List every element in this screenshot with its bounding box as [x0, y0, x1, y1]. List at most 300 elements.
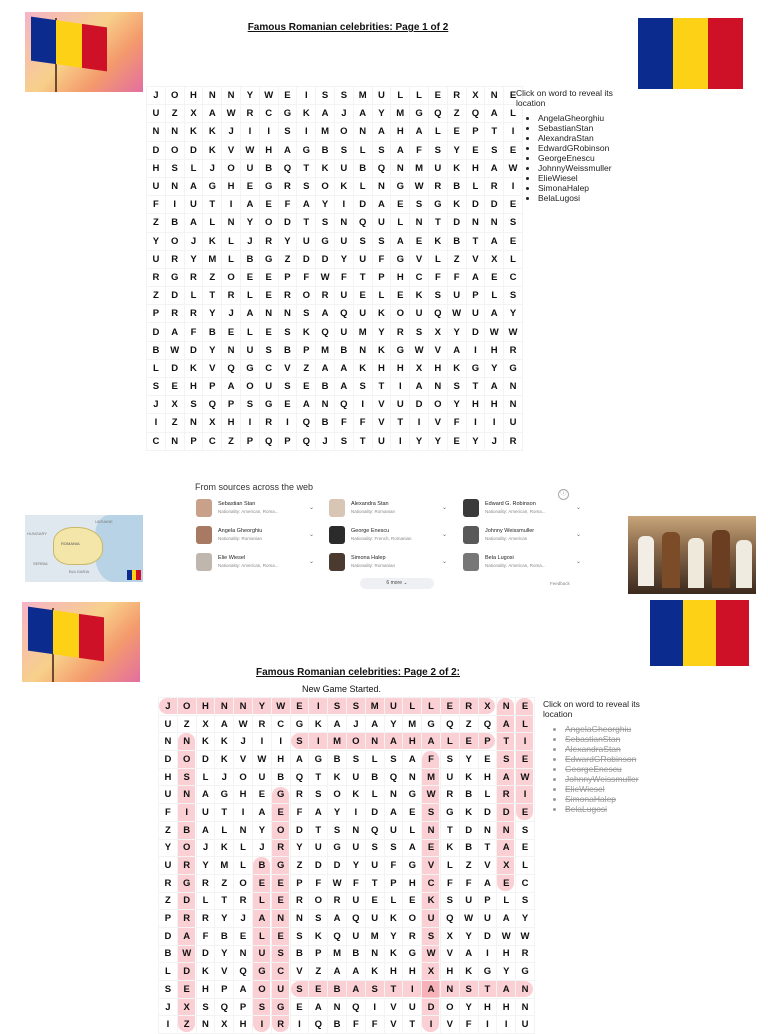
- grid-cell[interactable]: L: [215, 821, 234, 839]
- grid-cell[interactable]: K: [215, 751, 234, 769]
- grid-cell[interactable]: H: [428, 359, 447, 377]
- grid-cell[interactable]: N: [353, 341, 372, 359]
- word-item[interactable]: • GeorgeEnescu: [565, 764, 665, 774]
- grid-cell[interactable]: R: [240, 105, 259, 123]
- grid-cell[interactable]: S: [422, 804, 441, 822]
- grid-cell[interactable]: E: [353, 287, 372, 305]
- grid-cell[interactable]: S: [440, 751, 459, 769]
- grid-cell[interactable]: N: [234, 698, 253, 716]
- source-entry[interactable]: [329, 498, 447, 520]
- grid-cell[interactable]: L: [252, 927, 271, 945]
- grid-cell[interactable]: A: [459, 945, 478, 963]
- chevron-down-icon[interactable]: ⌄: [575, 532, 581, 538]
- grid-cell[interactable]: S: [165, 159, 184, 177]
- grid-cell[interactable]: A: [410, 123, 429, 141]
- grid-cell[interactable]: O: [252, 981, 271, 999]
- source-entry[interactable]: [329, 525, 447, 547]
- grid-cell[interactable]: L: [222, 232, 241, 250]
- grid-cell[interactable]: F: [372, 250, 391, 268]
- grid-cell[interactable]: E: [222, 323, 241, 341]
- grid-cell[interactable]: D: [159, 751, 178, 769]
- grid-cell[interactable]: M: [215, 857, 234, 875]
- grid-cell[interactable]: L: [466, 177, 485, 195]
- grid-cell[interactable]: C: [516, 874, 535, 892]
- grid-cell[interactable]: I: [290, 1016, 309, 1034]
- grid-cell[interactable]: N: [504, 378, 523, 396]
- grid-cell[interactable]: W: [422, 786, 441, 804]
- grid-cell[interactable]: H: [485, 396, 504, 414]
- grid-cell[interactable]: Q: [428, 305, 447, 323]
- grid-cell[interactable]: N: [271, 910, 290, 928]
- grid-cell[interactable]: N: [165, 432, 184, 450]
- grid-cell[interactable]: L: [353, 177, 372, 195]
- grid-cell[interactable]: S: [497, 751, 516, 769]
- grid-cell[interactable]: H: [196, 981, 215, 999]
- grid-cell[interactable]: J: [159, 998, 178, 1016]
- grid-cell[interactable]: E: [504, 196, 523, 214]
- grid-cell[interactable]: A: [497, 768, 516, 786]
- grid-cell[interactable]: G: [403, 945, 422, 963]
- grid-cell[interactable]: N: [485, 214, 504, 232]
- grid-cell[interactable]: I: [222, 196, 241, 214]
- grid-cell[interactable]: N: [234, 821, 253, 839]
- grid-cell[interactable]: B: [252, 857, 271, 875]
- grid-cell[interactable]: R: [271, 839, 290, 857]
- grid-cell[interactable]: W: [447, 305, 466, 323]
- word-item[interactable]: • AlexandraStan: [538, 133, 636, 143]
- grid-cell[interactable]: H: [159, 768, 178, 786]
- grid-cell[interactable]: H: [466, 159, 485, 177]
- grid-cell[interactable]: S: [428, 287, 447, 305]
- grid-cell[interactable]: Z: [159, 821, 178, 839]
- grid-cell[interactable]: U: [147, 250, 166, 268]
- grid-cell[interactable]: A: [184, 177, 203, 195]
- grid-cell[interactable]: Q: [353, 214, 372, 232]
- grid-cell[interactable]: N: [372, 177, 391, 195]
- grid-cell[interactable]: K: [215, 839, 234, 857]
- grid-cell[interactable]: L: [428, 250, 447, 268]
- grid-cell[interactable]: N: [428, 378, 447, 396]
- grid-cell[interactable]: H: [222, 414, 241, 432]
- grid-cell[interactable]: I: [297, 123, 316, 141]
- grid-cell[interactable]: O: [309, 892, 328, 910]
- grid-cell[interactable]: U: [440, 768, 459, 786]
- grid-cell[interactable]: Q: [365, 821, 384, 839]
- grid-cell[interactable]: Q: [334, 396, 353, 414]
- grid-cell[interactable]: V: [372, 396, 391, 414]
- grid-cell[interactable]: U: [466, 305, 485, 323]
- grid-cell[interactable]: I: [271, 733, 290, 751]
- grid-cell[interactable]: B: [215, 927, 234, 945]
- grid-cell[interactable]: Z: [309, 963, 328, 981]
- grid-cell[interactable]: R: [184, 305, 203, 323]
- word-item[interactable]: • JohnnyWeissmuller: [538, 163, 636, 173]
- grid-cell[interactable]: L: [440, 857, 459, 875]
- grid-cell[interactable]: C: [410, 268, 429, 286]
- grid-cell[interactable]: A: [240, 196, 259, 214]
- grid-cell[interactable]: A: [328, 963, 347, 981]
- grid-cell[interactable]: Q: [346, 998, 365, 1016]
- grid-cell[interactable]: F: [159, 804, 178, 822]
- grid-cell[interactable]: I: [466, 414, 485, 432]
- grid-cell[interactable]: S: [290, 733, 309, 751]
- grid-cell[interactable]: U: [346, 768, 365, 786]
- grid-cell[interactable]: K: [459, 768, 478, 786]
- grid-cell[interactable]: A: [240, 305, 259, 323]
- grid-cell[interactable]: S: [159, 981, 178, 999]
- grid-cell[interactable]: L: [384, 892, 403, 910]
- grid-cell[interactable]: N: [316, 396, 335, 414]
- grid-cell[interactable]: T: [203, 196, 222, 214]
- grid-cell[interactable]: M: [365, 698, 384, 716]
- grid-cell[interactable]: J: [203, 159, 222, 177]
- grid-cell[interactable]: Z: [297, 359, 316, 377]
- grid-cell[interactable]: Z: [177, 1016, 196, 1034]
- word-item[interactable]: • SimonaHalep: [565, 794, 665, 804]
- grid-cell[interactable]: C: [259, 105, 278, 123]
- grid-cell[interactable]: D: [177, 892, 196, 910]
- grid-cell[interactable]: U: [504, 414, 523, 432]
- grid-cell[interactable]: J: [316, 432, 335, 450]
- grid-cell[interactable]: H: [147, 159, 166, 177]
- grid-cell[interactable]: A: [422, 733, 441, 751]
- grid-cell[interactable]: P: [309, 945, 328, 963]
- grid-cell[interactable]: I: [410, 414, 429, 432]
- grid-cell[interactable]: V: [372, 414, 391, 432]
- grid-cell[interactable]: M: [403, 715, 422, 733]
- grid-cell[interactable]: S: [428, 141, 447, 159]
- grid-cell[interactable]: R: [428, 177, 447, 195]
- grid-cell[interactable]: H: [403, 874, 422, 892]
- grid-cell[interactable]: C: [504, 268, 523, 286]
- grid-cell[interactable]: S: [384, 751, 403, 769]
- grid-cell[interactable]: L: [147, 359, 166, 377]
- grid-cell[interactable]: Y: [240, 87, 259, 105]
- grid-cell[interactable]: R: [252, 715, 271, 733]
- grid-cell[interactable]: G: [478, 963, 497, 981]
- grid-cell[interactable]: W: [459, 910, 478, 928]
- grid-cell[interactable]: B: [328, 981, 347, 999]
- grid-cell[interactable]: H: [497, 998, 516, 1016]
- grid-cell[interactable]: A: [184, 214, 203, 232]
- grid-cell[interactable]: I: [297, 87, 316, 105]
- grid-cell[interactable]: H: [403, 963, 422, 981]
- grid-cell[interactable]: A: [372, 123, 391, 141]
- word-item[interactable]: • ElieWiesel: [538, 173, 636, 183]
- grid-cell[interactable]: S: [365, 839, 384, 857]
- grid-cell[interactable]: U: [196, 804, 215, 822]
- grid-cell[interactable]: X: [196, 715, 215, 733]
- grid-cell[interactable]: H: [478, 768, 497, 786]
- grid-cell[interactable]: T: [440, 821, 459, 839]
- grid-cell[interactable]: N: [440, 981, 459, 999]
- grid-cell[interactable]: T: [384, 981, 403, 999]
- grid-cell[interactable]: F: [447, 268, 466, 286]
- grid-cell[interactable]: F: [365, 1016, 384, 1034]
- grid-cell[interactable]: Y: [447, 323, 466, 341]
- grid-cell[interactable]: I: [365, 998, 384, 1016]
- grid-cell[interactable]: S: [184, 396, 203, 414]
- grid-cell[interactable]: N: [259, 305, 278, 323]
- grid-cell[interactable]: R: [259, 414, 278, 432]
- grid-cell[interactable]: L: [252, 892, 271, 910]
- grid-cell[interactable]: B: [290, 945, 309, 963]
- grid-cell[interactable]: W: [516, 768, 535, 786]
- grid-cell[interactable]: E: [259, 268, 278, 286]
- grid-cell[interactable]: N: [165, 177, 184, 195]
- grid-cell[interactable]: E: [271, 874, 290, 892]
- grid-cell[interactable]: X: [410, 359, 429, 377]
- grid-cell[interactable]: S: [410, 323, 429, 341]
- grid-cell[interactable]: D: [196, 751, 215, 769]
- grid-cell[interactable]: K: [215, 733, 234, 751]
- grid-cell[interactable]: U: [252, 945, 271, 963]
- grid-cell[interactable]: E: [290, 698, 309, 716]
- word-search-grid-2[interactable]: [158, 697, 535, 1034]
- grid-cell[interactable]: P: [466, 287, 485, 305]
- grid-cell[interactable]: V: [428, 341, 447, 359]
- grid-cell[interactable]: U: [259, 378, 278, 396]
- grid-cell[interactable]: K: [297, 105, 316, 123]
- grid-cell[interactable]: H: [391, 268, 410, 286]
- grid-cell[interactable]: S: [504, 214, 523, 232]
- grid-cell[interactable]: N: [222, 341, 241, 359]
- grid-cell[interactable]: A: [316, 305, 335, 323]
- grid-cell[interactable]: Z: [447, 105, 466, 123]
- grid-cell[interactable]: R: [196, 874, 215, 892]
- grid-cell[interactable]: O: [177, 698, 196, 716]
- grid-cell[interactable]: N: [485, 87, 504, 105]
- grid-cell[interactable]: Y: [334, 250, 353, 268]
- grid-cell[interactable]: E: [485, 268, 504, 286]
- grid-cell[interactable]: A: [497, 910, 516, 928]
- grid-cell[interactable]: P: [466, 123, 485, 141]
- grid-cell[interactable]: D: [309, 857, 328, 875]
- grid-cell[interactable]: Q: [384, 768, 403, 786]
- grid-cell[interactable]: O: [328, 786, 347, 804]
- grid-cell[interactable]: E: [259, 323, 278, 341]
- grid-cell[interactable]: B: [447, 232, 466, 250]
- grid-cell[interactable]: Q: [478, 715, 497, 733]
- grid-cell[interactable]: G: [177, 874, 196, 892]
- grid-cell[interactable]: P: [147, 305, 166, 323]
- grid-cell[interactable]: F: [334, 268, 353, 286]
- grid-cell[interactable]: F: [422, 751, 441, 769]
- grid-cell[interactable]: U: [334, 287, 353, 305]
- grid-cell[interactable]: E: [365, 892, 384, 910]
- grid-cell[interactable]: I: [346, 804, 365, 822]
- grid-cell[interactable]: A: [346, 981, 365, 999]
- grid-cell[interactable]: S: [516, 821, 535, 839]
- grid-cell[interactable]: Y: [466, 432, 485, 450]
- grid-cell[interactable]: Y: [447, 396, 466, 414]
- grid-cell[interactable]: E: [252, 786, 271, 804]
- grid-cell[interactable]: W: [234, 715, 253, 733]
- grid-cell[interactable]: M: [391, 105, 410, 123]
- grid-cell[interactable]: Q: [222, 359, 241, 377]
- grid-cell[interactable]: X: [478, 698, 497, 716]
- grid-cell[interactable]: A: [485, 105, 504, 123]
- grid-cell[interactable]: E: [428, 87, 447, 105]
- grid-cell[interactable]: K: [316, 159, 335, 177]
- grid-cell[interactable]: G: [290, 715, 309, 733]
- grid-cell[interactable]: D: [353, 196, 372, 214]
- grid-cell[interactable]: H: [478, 998, 497, 1016]
- grid-cell[interactable]: A: [252, 910, 271, 928]
- grid-cell[interactable]: T: [391, 414, 410, 432]
- grid-cell[interactable]: U: [271, 981, 290, 999]
- grid-cell[interactable]: O: [165, 232, 184, 250]
- grid-cell[interactable]: E: [271, 804, 290, 822]
- grid-cell[interactable]: G: [215, 786, 234, 804]
- grid-cell[interactable]: P: [278, 432, 297, 450]
- grid-cell[interactable]: H: [234, 786, 253, 804]
- grid-cell[interactable]: J: [184, 232, 203, 250]
- chevron-down-icon[interactable]: ⌄: [308, 559, 314, 565]
- grid-cell[interactable]: I: [478, 945, 497, 963]
- grid-cell[interactable]: A: [410, 378, 429, 396]
- grid-cell[interactable]: H: [372, 359, 391, 377]
- grid-cell[interactable]: Z: [222, 432, 241, 450]
- grid-cell[interactable]: Z: [290, 857, 309, 875]
- grid-cell[interactable]: R: [165, 305, 184, 323]
- grid-cell[interactable]: U: [353, 305, 372, 323]
- grid-cell[interactable]: Q: [372, 159, 391, 177]
- grid-cell[interactable]: I: [147, 414, 166, 432]
- grid-cell[interactable]: J: [234, 910, 253, 928]
- grid-cell[interactable]: U: [252, 768, 271, 786]
- grid-cell[interactable]: H: [234, 1016, 253, 1034]
- grid-cell[interactable]: S: [196, 998, 215, 1016]
- grid-cell[interactable]: E: [516, 804, 535, 822]
- grid-cell[interactable]: Y: [459, 927, 478, 945]
- grid-cell[interactable]: U: [334, 232, 353, 250]
- grid-cell[interactable]: Y: [252, 698, 271, 716]
- grid-cell[interactable]: M: [316, 341, 335, 359]
- grid-cell[interactable]: J: [159, 698, 178, 716]
- grid-cell[interactable]: D: [147, 323, 166, 341]
- grid-cell[interactable]: T: [353, 268, 372, 286]
- grid-cell[interactable]: X: [485, 250, 504, 268]
- word-item[interactable]: • SebastianStan: [538, 123, 636, 133]
- grid-cell[interactable]: O: [403, 910, 422, 928]
- grid-cell[interactable]: T: [497, 733, 516, 751]
- grid-cell[interactable]: K: [372, 341, 391, 359]
- grid-cell[interactable]: N: [353, 123, 372, 141]
- grid-cell[interactable]: E: [516, 839, 535, 857]
- grid-cell[interactable]: K: [203, 141, 222, 159]
- grid-cell[interactable]: C: [203, 432, 222, 450]
- grid-cell[interactable]: J: [147, 396, 166, 414]
- grid-cell[interactable]: K: [203, 123, 222, 141]
- grid-cell[interactable]: A: [447, 341, 466, 359]
- grid-cell[interactable]: Y: [215, 945, 234, 963]
- grid-cell[interactable]: K: [309, 927, 328, 945]
- grid-cell[interactable]: D: [165, 287, 184, 305]
- grid-cell[interactable]: Y: [290, 839, 309, 857]
- grid-cell[interactable]: Y: [328, 804, 347, 822]
- grid-cell[interactable]: S: [259, 341, 278, 359]
- grid-cell[interactable]: I: [353, 396, 372, 414]
- grid-cell[interactable]: Y: [196, 857, 215, 875]
- grid-cell[interactable]: N: [497, 821, 516, 839]
- grid-cell[interactable]: W: [328, 874, 347, 892]
- grid-cell[interactable]: F: [459, 1016, 478, 1034]
- grid-cell[interactable]: K: [196, 963, 215, 981]
- grid-cell[interactable]: R: [391, 323, 410, 341]
- grid-cell[interactable]: R: [222, 287, 241, 305]
- grid-cell[interactable]: G: [240, 359, 259, 377]
- grid-cell[interactable]: J: [252, 839, 271, 857]
- grid-cell[interactable]: G: [271, 786, 290, 804]
- word-item[interactable]: • EdwardGRobinson: [565, 754, 665, 764]
- grid-cell[interactable]: U: [365, 857, 384, 875]
- grid-cell[interactable]: N: [346, 821, 365, 839]
- grid-cell[interactable]: O: [334, 123, 353, 141]
- grid-cell[interactable]: S: [240, 396, 259, 414]
- grid-cell[interactable]: S: [459, 981, 478, 999]
- grid-cell[interactable]: Q: [466, 105, 485, 123]
- grid-cell[interactable]: K: [447, 196, 466, 214]
- chevron-down-icon[interactable]: ⌄: [441, 559, 447, 565]
- grid-cell[interactable]: P: [184, 432, 203, 450]
- grid-cell[interactable]: Y: [184, 250, 203, 268]
- grid-cell[interactable]: O: [316, 177, 335, 195]
- grid-cell[interactable]: S: [328, 821, 347, 839]
- grid-cell[interactable]: W: [422, 945, 441, 963]
- word-item[interactable]: • SebastianStan: [565, 734, 665, 744]
- grid-cell[interactable]: H: [497, 945, 516, 963]
- grid-cell[interactable]: A: [485, 378, 504, 396]
- grid-cell[interactable]: A: [334, 359, 353, 377]
- grid-cell[interactable]: L: [196, 768, 215, 786]
- grid-cell[interactable]: U: [346, 927, 365, 945]
- grid-cell[interactable]: L: [372, 287, 391, 305]
- grid-cell[interactable]: S: [278, 323, 297, 341]
- grid-cell[interactable]: S: [353, 378, 372, 396]
- grid-cell[interactable]: O: [240, 378, 259, 396]
- grid-cell[interactable]: N: [147, 123, 166, 141]
- grid-cell[interactable]: A: [316, 359, 335, 377]
- grid-cell[interactable]: L: [353, 141, 372, 159]
- grid-cell[interactable]: L: [440, 733, 459, 751]
- grid-cell[interactable]: A: [165, 323, 184, 341]
- chevron-down-icon[interactable]: ⌄: [308, 505, 314, 511]
- grid-cell[interactable]: U: [372, 432, 391, 450]
- grid-cell[interactable]: N: [203, 87, 222, 105]
- grid-cell[interactable]: O: [165, 87, 184, 105]
- grid-cell[interactable]: Q: [346, 910, 365, 928]
- grid-cell[interactable]: O: [440, 998, 459, 1016]
- grid-cell[interactable]: S: [353, 232, 372, 250]
- grid-cell[interactable]: L: [478, 786, 497, 804]
- grid-cell[interactable]: R: [278, 177, 297, 195]
- grid-cell[interactable]: E: [391, 196, 410, 214]
- grid-cell[interactable]: A: [309, 804, 328, 822]
- grid-cell[interactable]: R: [278, 287, 297, 305]
- grid-cell[interactable]: B: [346, 945, 365, 963]
- grid-cell[interactable]: A: [372, 196, 391, 214]
- grid-cell[interactable]: U: [240, 159, 259, 177]
- grid-cell[interactable]: Y: [203, 341, 222, 359]
- grid-cell[interactable]: Y: [240, 214, 259, 232]
- grid-cell[interactable]: G: [328, 839, 347, 857]
- grid-cell[interactable]: Z: [159, 892, 178, 910]
- grid-cell[interactable]: V: [203, 359, 222, 377]
- grid-cell[interactable]: E: [504, 87, 523, 105]
- grid-cell[interactable]: A: [485, 159, 504, 177]
- grid-cell[interactable]: T: [309, 821, 328, 839]
